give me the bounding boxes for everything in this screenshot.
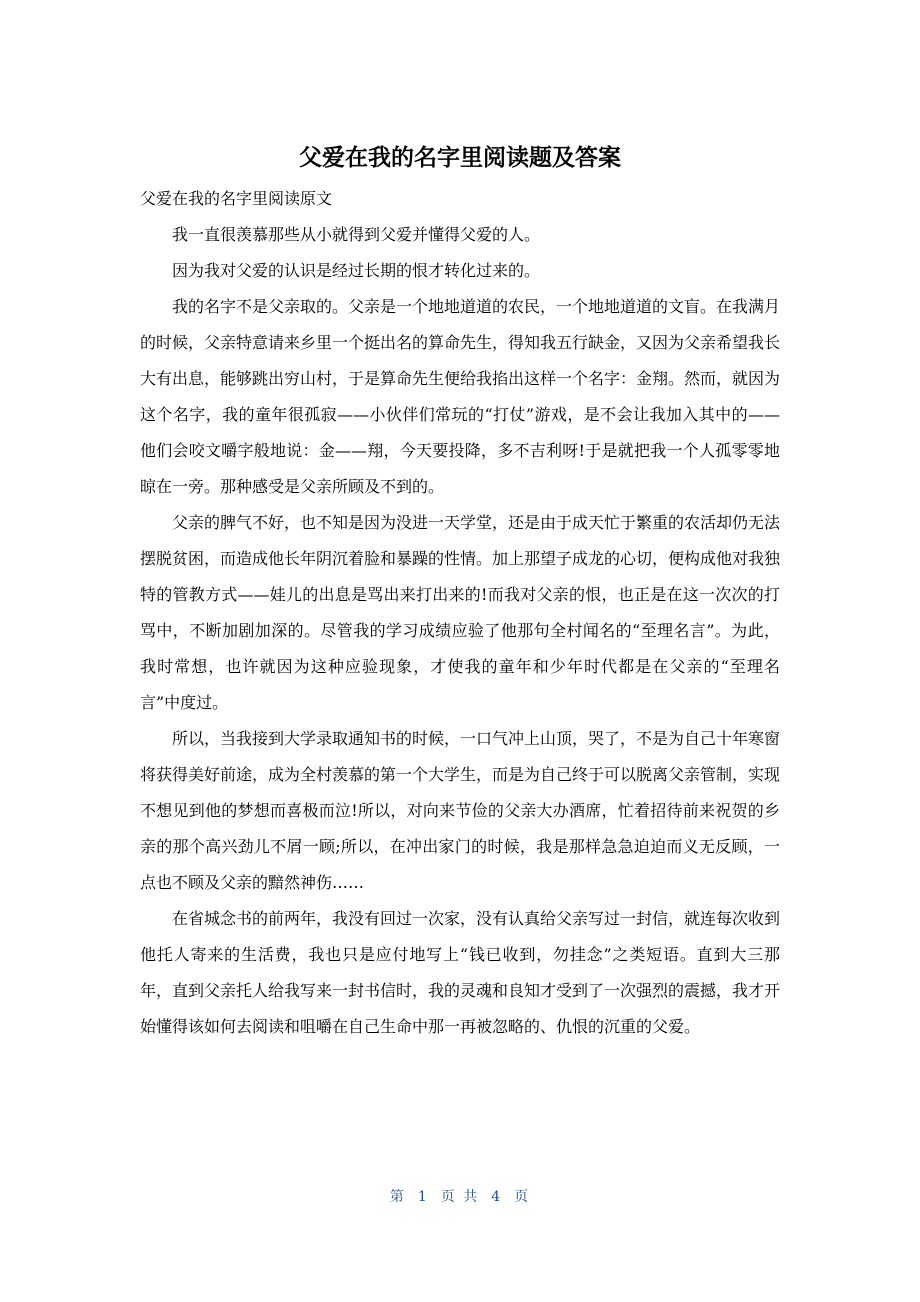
- paragraph-5: 所以，当我接到大学录取通知书的时候，一口气冲上山顶，哭了，不是为自己十年寒窗将获得美好前途，成为全村羡慕的第一个大学生，而是为自己终于可以脱离父亲管制，实现不想见到他的梦想而喜极而泣!所以，对向来节俭的父亲大办酒席，忙着招待前来祝贺的乡亲的那个高兴劲儿不屑一顾;所以，在冲出家门的时候，我是那样急急迫迫而义无反顾，一点也不顾及父亲的黯然神伤……: [140, 729, 781, 892]
- footer-prefix: 第: [389, 1189, 406, 1205]
- paragraph-4: 父亲的脾气不好，也不知是因为没进一天学堂，还是由于成天忙于繁重的农活却仍无法摆脱贫困，而造成他长年阴沉着脸和暴躁的性情。加上那望子成龙的心切，便构成他对我独特的管教方式——娃儿的出息是骂出来打出来的!而我对父亲的恨，也正是在这一次次的打骂中，不断加剧加深的。尽管我的学习成绩应验了他那句全村闻名的“至理名言”。为此，我时常想，也许就因为这种应验现象，才使我的童年和少年时代都是在父亲的“至理名言”中度过。: [140, 513, 781, 712]
- document-body: [140, 181, 780, 1045]
- footer-total-pages: 4: [491, 1189, 503, 1205]
- paragraph-6: 在省城念书的前两年，我没有回过一次家，没有认真给父亲写过一封信，就连每次收到他托人寄来的生活费，我也只是应付地写上“钱已收到，勿挂念”之类短语。直到大三那年，直到父亲托人给我写来一封书信时，我的灵魂和良知才受到了一次强烈的震撼，我才开始懂得该如何去阅读和咀嚼在自己生命中那一再被忽略的、仇恨的沉重的父爱。: [140, 909, 781, 1036]
- document-title: 父爱在我的名字里阅读题及答案: [299, 145, 621, 171]
- section-subtitle: 父爱在我的名字里阅读原文: [140, 189, 333, 208]
- footer-middle: 页 共: [440, 1189, 480, 1205]
- page-footer: [0, 1182, 920, 1212]
- paragraph-2: 因为我对父爱的认识是经过长期的恨才转化过来的。: [172, 261, 541, 280]
- footer-page-number: 1: [417, 1189, 429, 1205]
- footer-suffix: 页: [514, 1189, 531, 1205]
- paragraph-3: 我的名字不是父亲取的。父亲是一个地地道道的农民，一个地地道道的文盲。在我满月的时候，父亲特意请来乡里一个挺出名的算命先生，得知我五行缺金，又因为父亲希望我长大有出息，能够跳出穷山村，于是算命先生便给我掐出这样一个名字：金翔。然而，就因为这个名字，我的童年很孤寂——小伙伴们常玩的“打仗”游戏，是不会让我加入其中的——他们会咬文嚼字般地说：金——翔，今天要投降，多不吉利呀!于是就把我一个人孤零零地晾在一旁。那种感受是父亲所顾及不到的。: [140, 297, 781, 496]
- paragraph-1: 我一直很羡慕那些从小就得到父爱并懂得父爱的人。: [172, 225, 541, 244]
